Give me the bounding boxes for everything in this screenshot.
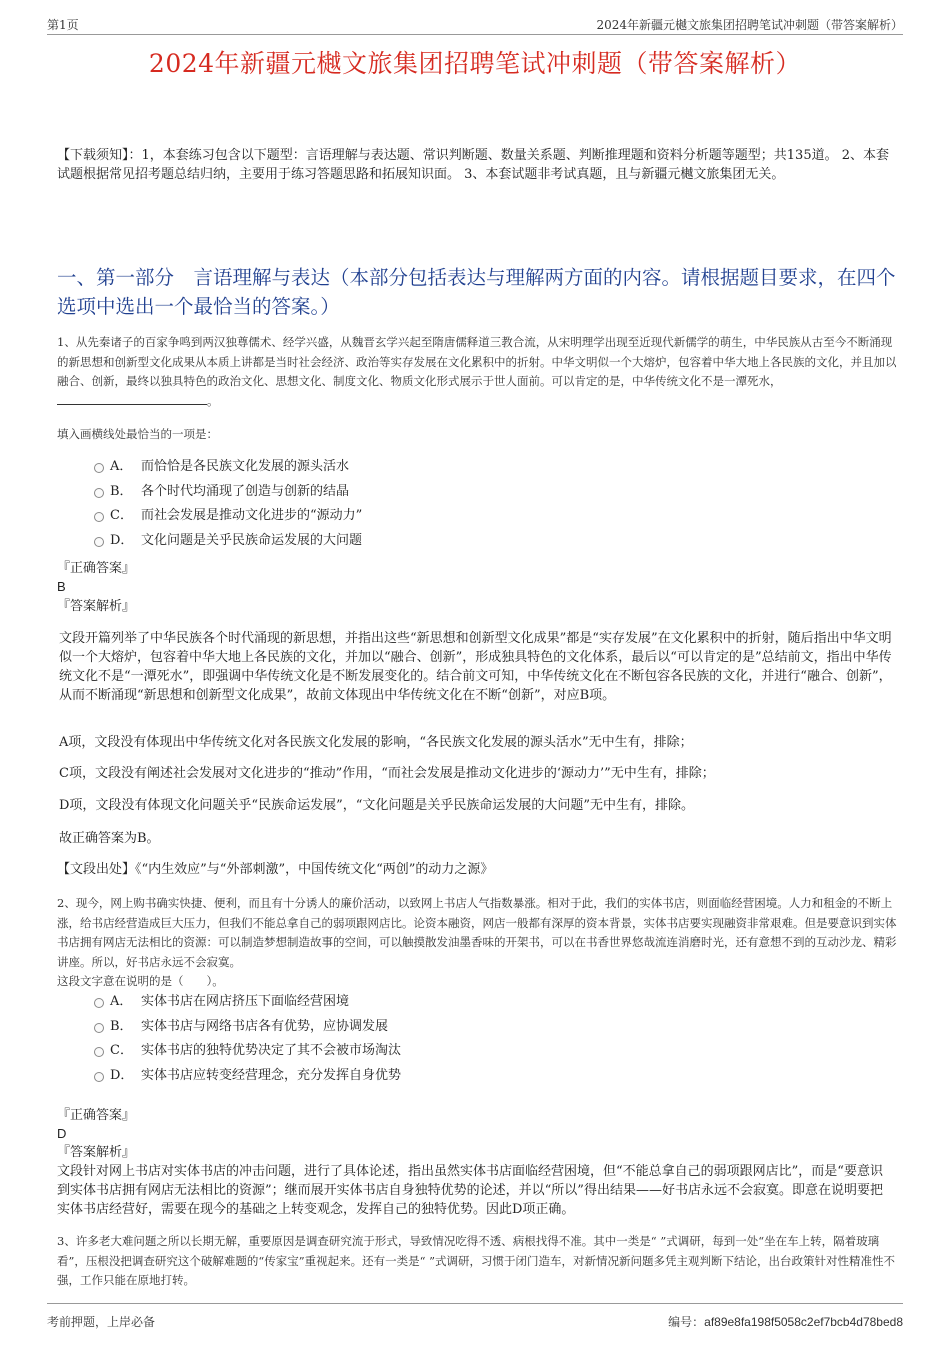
option-d[interactable]: D． 文化问题是关乎民族命运发展的大问题 — [92, 529, 592, 554]
page-title: 2024年新疆元樾文旅集团招聘笔试冲刺题（带答案解析） — [148, 49, 802, 78]
correct-answer: B — [57, 579, 66, 594]
analysis-label: 『答案解析』 — [57, 599, 136, 614]
download-notice: 【下载须知】：1，本套练习包含以下题型：言语理解与表达题、常识判断题、数量关系题、判断推理题和资料分析题等题型；共135道。 2、本套试题根据常见招考题总结归纳，主要用于练习答题思路和拓展知识面。 3、本套试题非考试真题，且与新疆元樾文旅集团无关。 — [57, 148, 889, 182]
footer-slogan: 考前押题，上岸必备 — [47, 1315, 156, 1329]
fill-in-blank — [57, 392, 207, 405]
analysis-paragraph: 文段开篇列举了中华民族各个时代涌现的新思想，并指出这些“新思想和创新型文化成果”都是“实存发展”在文化累积中的折射，随后指出中华文明似一个大熔炉，包容着中华大地上各民族的文化，并加以“融合、创新”，形成独具特色的文化体系，最后以“可以肯定的是”总结前文，指出中华传统文化不是“一潭死水”，即强调中华传统文化是不断发展变化的。结合前文可知，中华传统文化在不断包容各民族的文化，并进行“融合、创新”，从而不断涌现“新思想和创新型文化成果”，故前文体现出中华传统文化在不断“创新”，对应B项。 — [59, 631, 892, 703]
radio-icon[interactable] — [94, 1023, 104, 1033]
option-c[interactable]: C． 而社会发展是推动文化进步的“源动力” — [92, 504, 592, 529]
question-1-options — [92, 455, 592, 553]
page-header — [47, 14, 903, 35]
option-d[interactable]: D． 实体书店应转变经营理念，充分发挥自身优势 — [92, 1064, 592, 1089]
question-2-prompt: 这段文字意在说明的是（ ）。 — [57, 974, 224, 988]
question-1-text: 1、从先秦诸子的百家争鸣到两汉独尊儒术、经学兴盛，从魏晋玄学兴起至隋唐儒释道三教合流，从宋明理学出现至近现代新儒学的萌生，中华民族从古至今不断涌现的新思想和创新型文化成果从本质上讲都是当时社会经济、政治等实存发展在文化累积中的折射。中华文明似一个大熔炉，包容着中华大地上各民族的文化，并且加以融合、创新，最终以独具特色的政治文化、思想文化、制度文化、物质文化形式展示于世人面前。可以肯定的是，中华传统文化不是一潭死水， — [57, 335, 897, 388]
analysis-option-a: A项，文段没有体现出中华传统文化对各民族文化发展的影响，“各民族文化发展的源头活水”无中生有，排除； — [59, 735, 693, 750]
analysis-paragraph: 文段针对网上书店对实体书店的冲击问题，进行了具体论述，指出虽然实体书店面临经营困境，但“不能总拿自己的弱项跟网店比”，而是“要意识到实体书店拥有网店无法相比的资源”；继而展开实体书店自身独特优势的论述，并以“所以”得出结果——好书店永远不会寂寞。即意在说明要把实体书店经营好，需要在现今的基础之上转变观念，发挥自己的独特优势。因此D项正确。 — [57, 1164, 883, 1217]
question-3-stem: 3、许多老大难问题之所以长期无解，重要原因是调查研究流于形式，导致情况吃得不透、病根找得不准。其中一类是“ ”式调研，每到一处“坐在车上转，隔着玻璃看”，压根没把调查研究这个破解难题的“传家宝”重视起来。还有一类是“ ”式调研，习惯于闭门造车，对新情况新问题多凭主观判断下结论，出台政策针对性精准性不强，工作只能在原地打转。 — [57, 1234, 896, 1287]
correct-answer-label: 『正确答案』 — [57, 561, 136, 576]
correct-answer-label: 『正确答案』 — [57, 1108, 136, 1123]
text-source: 【文段出处】《“内生效应”与“外部刺激”，中国传统文化“两创”的动力之源》 — [57, 862, 494, 877]
question-2-options — [92, 990, 592, 1088]
question-1-prompt: 填入画横线处最恰当的一项是： — [57, 427, 218, 441]
question-2-stem: 2、现今，网上购书确实快捷、便利，而且有十分诱人的廉价活动，以致网上书店人气指数暴涨。相对于此，我们的实体书店，则面临经营困境。人力和租金的不断上涨，给书店经营造成巨大压力，但我们不能总拿自己的弱项跟网店比。论资本融资，网店一般都有深厚的资本背景，实体书店要实现融资非常艰难。但是要意识到实体书店拥有网店无法相比的资源：可以制造梦想制造故事的空间，可以触摸散发油墨香味的开架书，可以在书香世界悠哉流连消磨时光，还有意想不到的互动沙龙、精彩讲座。所以，好书店永远不会寂寞。 — [57, 896, 897, 969]
analysis-option-d: D项，文段没有体现文化问题关乎“民族命运发展”，“文化问题是关乎民族命运发展的大问题”无中生有，排除。 — [59, 798, 695, 813]
option-b[interactable]: B． 各个时代均涌现了创造与创新的结晶 — [92, 480, 592, 505]
radio-icon[interactable] — [94, 1047, 104, 1057]
footer-code — [668, 1313, 903, 1330]
question-1-stem — [57, 333, 897, 411]
radio-icon[interactable] — [94, 512, 104, 522]
radio-icon[interactable] — [94, 488, 104, 498]
page-footer — [47, 1303, 903, 1332]
radio-icon[interactable] — [94, 1072, 104, 1082]
option-a[interactable]: A． 而恰恰是各民族文化发展的源头活水 — [92, 455, 592, 480]
code-label: 编号： — [668, 1315, 705, 1329]
analysis-option-c: C项，文段没有阐述社会发展对文化进步的“推动”作用，“而社会发展是推动文化进步的‘源动力’”无中生有，排除； — [59, 766, 715, 781]
document-code: af89e8fa198f5058c2ef7bcb4d78bed8 — [704, 1315, 903, 1329]
section-heading: 一、第一部分 言语理解与表达（本部分包括表达与理解两方面的内容。请根据题目要求，在四个选项中选出一个最恰当的答案。） — [57, 266, 896, 318]
option-c[interactable]: C． 实体书店的独特优势决定了其不会被市场淘汰 — [92, 1039, 592, 1064]
radio-icon[interactable] — [94, 537, 104, 547]
question-1-stem-end: 。 — [207, 393, 219, 408]
correct-answer: D — [57, 1126, 67, 1141]
radio-icon[interactable] — [94, 463, 104, 473]
header-doc-title: 2024年新疆元樾文旅集团招聘笔试冲刺题（带答案解析） — [596, 18, 903, 32]
option-a[interactable]: A． 实体书店在网店挤压下面临经营困境 — [92, 990, 592, 1015]
radio-icon[interactable] — [94, 998, 104, 1008]
analysis-label: 『答案解析』 — [57, 1145, 136, 1160]
option-b[interactable]: B． 实体书店与网络书店各有优势，应协调发展 — [92, 1015, 592, 1040]
page-number: 第1页 — [47, 18, 79, 32]
analysis-conclusion: 故正确答案为B。 — [59, 831, 160, 846]
